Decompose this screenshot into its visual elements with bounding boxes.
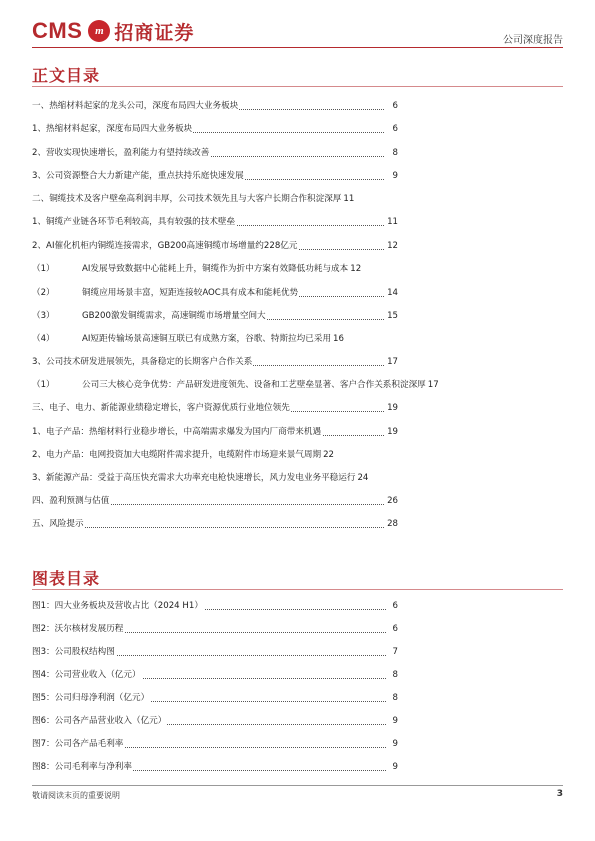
toc-entry[interactable] — [32, 378, 462, 392]
toc-entry-text: 2、电力产品：电网投资加大电缆附件需求提升，电缆附件市场迎来景气周期 — [32, 450, 322, 460]
toc-entry-page: 14 — [387, 288, 398, 298]
toc-entry[interactable] — [32, 471, 462, 485]
report-type: 公司深度报告 — [503, 35, 563, 46]
figures-title-divider — [32, 589, 563, 590]
toc-entry-page: 12 — [350, 264, 362, 274]
figure-entry[interactable] — [32, 645, 398, 659]
toc-entry[interactable] — [32, 99, 398, 113]
toc-entry-text: 2、营收实现快速增长，盈利能力有望持续改善 — [32, 148, 210, 158]
figures-title: 图表目录 — [32, 569, 101, 588]
toc-entry-page: 17 — [387, 357, 398, 367]
figure-entry-text: 图4：公司营业收入（亿元） — [32, 670, 141, 680]
page-header — [0, 0, 595, 48]
toc-entry-page: 15 — [387, 311, 398, 321]
toc-entry[interactable] — [32, 192, 462, 206]
toc-entry-page: 26 — [387, 496, 398, 506]
toc-entry-text: 四、盈利预测与估值 — [32, 496, 110, 506]
logo-seal-icon: m — [88, 20, 110, 42]
figure-entry[interactable] — [32, 714, 398, 728]
toc-entry-page: 9 — [392, 171, 398, 181]
logo-latin: CMS — [32, 18, 83, 43]
toc-entry-page: 6 — [392, 124, 398, 134]
figure-entry-page: 6 — [392, 624, 398, 634]
logo-chinese: 招商证券 — [114, 21, 195, 44]
toc-entry-page: 19 — [387, 427, 398, 437]
toc-entry[interactable] — [32, 448, 462, 462]
toc-entry[interactable] — [32, 262, 462, 276]
figure-entry-page: 9 — [392, 716, 398, 726]
toc-entry-text: 2、AI催化机柜内铜缆连接需求，GB200高速铜缆市场增量约228亿元 — [32, 241, 298, 251]
figure-entry-text: 图5：公司归母净利润（亿元） — [32, 693, 150, 703]
toc-title: 正文目录 — [32, 66, 101, 85]
figure-entry-text: 图8：公司毛利率与净利率 — [32, 762, 132, 772]
toc-title-divider — [32, 86, 563, 87]
toc-entry-page: 17 — [427, 380, 439, 390]
figure-entry-text: 图1：四大业务板块及营收占比（2024 H1） — [32, 601, 203, 611]
company-logo — [32, 18, 194, 44]
toc-entry-text: AI发展导致数据中心能耗上升，铜缆作为折中方案有效降低功耗与成本 — [82, 264, 349, 274]
figure-entry-text: 图6：公司各产品营业收入（亿元） — [32, 716, 167, 726]
toc-entry-text: 1、热缩材料起家，深度布局四大业务板块 — [32, 124, 193, 134]
figure-entry-page: 7 — [392, 647, 398, 657]
toc-entry-text: AI短距传输场景高速铜互联已有成熟方案，谷歌、特斯拉均已采用 — [82, 334, 332, 344]
toc-entry-text: 公司三大核心竞争优势：产品研发进度领先、设备和工艺壁垒显著、客户合作关系积淀深厚 — [82, 380, 426, 390]
figure-entry[interactable] — [32, 737, 398, 751]
toc-entry-page: 16 — [333, 334, 344, 344]
toc-entry-text: 三、电子、电力、新能源业绩稳定增长，客户资源优质行业地位领先 — [32, 403, 290, 413]
toc-entry-text: GB200激发铜缆需求，高速铜缆市场增量空间大 — [82, 311, 266, 321]
toc-entry-page: 19 — [387, 403, 398, 413]
figure-entry-text: 图2：沃尔核材发展历程 — [32, 624, 124, 634]
toc-entry[interactable] — [32, 122, 398, 136]
toc-entry[interactable] — [32, 332, 462, 346]
figure-entry-text: 图7：公司各产品毛利率 — [32, 739, 124, 749]
toc-entry[interactable] — [32, 401, 398, 415]
figure-entry[interactable] — [32, 599, 398, 613]
figure-entry[interactable] — [32, 622, 398, 636]
figure-entry[interactable] — [32, 668, 398, 682]
toc-entry[interactable] — [32, 286, 398, 300]
toc-entry[interactable] — [32, 146, 398, 160]
footer-divider — [32, 785, 563, 786]
toc-entry-page: 28 — [387, 519, 398, 529]
footer-disclaimer: 敬请阅读末页的重要说明 — [32, 791, 120, 800]
toc-entry[interactable] — [32, 309, 398, 323]
toc-entry[interactable] — [32, 169, 398, 183]
toc-entry[interactable] — [32, 239, 398, 253]
toc-entry-page: 11 — [343, 194, 355, 204]
figure-entry[interactable] — [32, 691, 398, 705]
toc-entry-number: （2） — [32, 288, 55, 298]
toc-entry-page: 12 — [387, 241, 398, 251]
toc-entry-page: 22 — [323, 450, 335, 460]
page-number: 3 — [556, 789, 563, 799]
toc-entry[interactable] — [32, 494, 398, 508]
header-divider — [32, 47, 563, 48]
toc-entry-number: （1） — [32, 264, 55, 274]
toc-entry[interactable] — [32, 517, 398, 531]
toc-entry-text: 3、公司资源整合大力新建产能，重点扶持乐庭快速发展 — [32, 171, 244, 181]
figure-entry-page: 6 — [392, 601, 398, 611]
toc-entry-text: 五、风险提示 — [32, 519, 84, 529]
toc-entry-text: 3、公司技术研发进展领先，具备稳定的长期客户合作关系 — [32, 357, 253, 367]
figure-entry-text: 图3：公司股权结构图 — [32, 647, 115, 657]
toc-entry[interactable] — [32, 355, 398, 369]
toc-entry-number: （1） — [32, 380, 55, 390]
toc-entry-page: 24 — [357, 473, 369, 483]
toc-entry-text: 3、新能源产品：受益于高压快充需求大功率充电枪快速增长，风力发电业务平稳运行 — [32, 473, 356, 483]
toc-entry-page: 6 — [392, 101, 398, 111]
toc-entry-number: （3） — [32, 311, 55, 321]
toc-entry-page: 11 — [387, 217, 398, 227]
toc-entry-text: 二、铜缆技术及客户壁垒高利润丰厚，公司技术领先且与大客户长期合作积淀深厚 — [32, 194, 342, 204]
toc-entry[interactable] — [32, 215, 398, 229]
toc-entry-page: 8 — [392, 148, 398, 158]
toc-entry-text: 一、热缩材料起家的龙头公司，深度布局四大业务板块 — [32, 101, 239, 111]
figure-entry-page: 8 — [392, 693, 398, 703]
toc-entry[interactable] — [32, 425, 398, 439]
figure-entry-page: 8 — [392, 670, 398, 680]
figure-entry-page: 9 — [392, 762, 398, 772]
figure-entry-page: 9 — [392, 739, 398, 749]
figure-entry[interactable] — [32, 760, 398, 774]
toc-entry-text: 1、铜缆产业链各环节毛利较高，具有较强的技术壁垒 — [32, 217, 236, 227]
toc-entry-text: 1、电子产品：热缩材料行业稳步增长，中高端需求爆发为国内厂商带来机遇 — [32, 427, 322, 437]
toc-entry-number: （4） — [32, 334, 55, 344]
toc-entry-text: 铜缆应用场景丰富，短距连接较AOC具有成本和能耗优势 — [82, 288, 299, 298]
